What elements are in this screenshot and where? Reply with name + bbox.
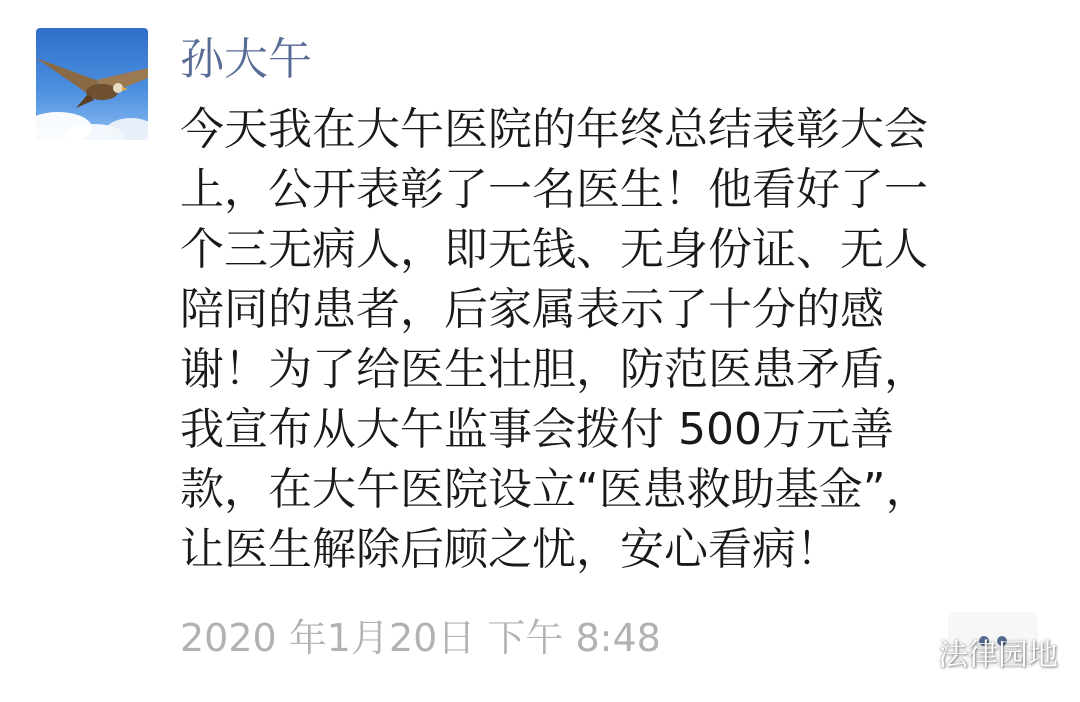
content-line: 让医生解除后顾之忧，安心看病！: [180, 524, 840, 575]
content-line: 上，公开表彰了一名医生！他看好了一: [180, 164, 928, 215]
content-line: 谢！为了给医生壮胆，防范医患矛盾，: [180, 344, 928, 395]
content-line: 我宣布从大午监事会拨付 500万元善: [180, 404, 894, 455]
post-content: [180, 100, 1040, 580]
watermark-text: 法律园地: [938, 638, 1058, 673]
author-name[interactable]: 孙大午: [180, 34, 312, 85]
eagle-avatar-icon: [36, 28, 148, 140]
watermark: [892, 634, 1058, 678]
content-line: 陪同的患者，后家属表示了十分的感: [180, 284, 884, 335]
post-timestamp: 2020 年1月20日 下午 8:48: [180, 616, 661, 660]
content-line: 个三无病人，即无钱、无身份证、无人: [180, 224, 928, 275]
content-line: 款，在大午医院设立“医患救助基金”，: [180, 464, 930, 515]
content-line: 今天我在大午医院的年终总结表彰大会: [180, 104, 928, 155]
avatar[interactable]: [36, 28, 148, 140]
wechat-icon: [892, 639, 932, 673]
